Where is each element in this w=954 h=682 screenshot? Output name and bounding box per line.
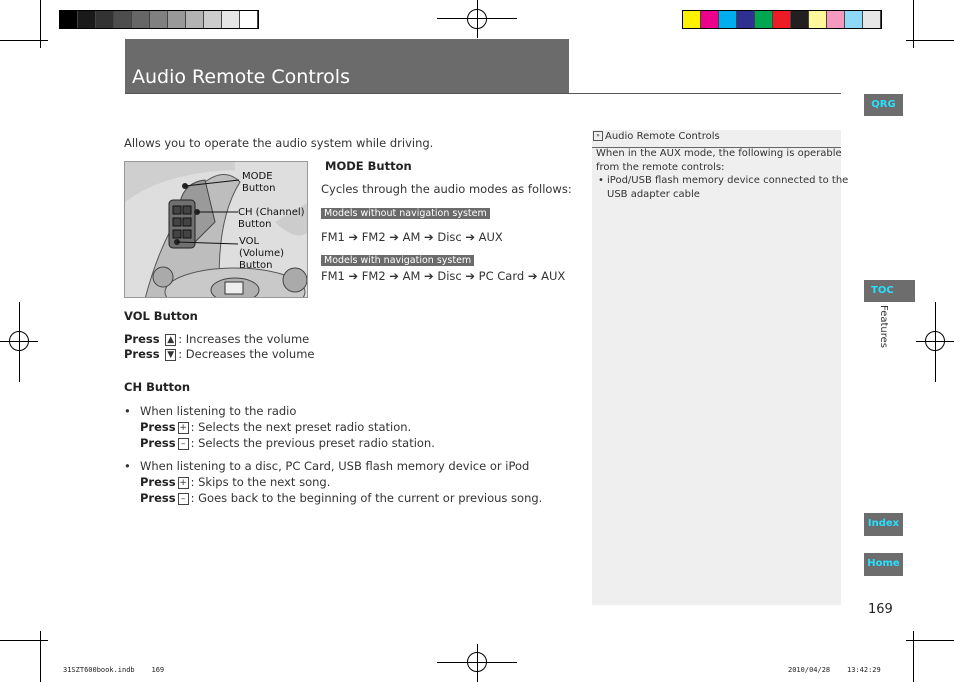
vol-down-text: : Decreases the volume (178, 347, 315, 361)
note-bullet-cont: USB adapter cable (607, 189, 700, 200)
ch-radio-minus-line (140, 436, 435, 450)
process-color-swatch (827, 11, 845, 28)
chip-with-navigation: Models with navigation system (321, 255, 474, 266)
grayscale-swatch (186, 11, 204, 28)
process-color-swatch (863, 11, 881, 28)
plus-key-icon: + (179, 477, 187, 488)
volume-up-icon: ▲ (165, 334, 176, 346)
note-bullet: • iPod/USB flash memory device connected to the (598, 175, 849, 186)
mode-sequence-nav: FM1 ➔ FM2 ➔ AM ➔ Disc ➔ PC Card ➔ AUX (321, 269, 566, 283)
ch-disc-minus-line (140, 491, 542, 505)
process-color-swatch (755, 11, 773, 28)
note-title: Audio Remote Controls (605, 131, 720, 142)
grayscale-swatch (222, 11, 240, 28)
ch-bullet-disc: • When listening to a disc, PC Card, USB flash memory device or iPod (124, 459, 530, 473)
process-color-swatch (719, 11, 737, 28)
mode-sequence-no-nav: FM1 ➔ FM2 ➔ AM ➔ Disc ➔ AUX (321, 230, 503, 244)
process-color-swatch (701, 11, 719, 28)
plus-key-icon: + (179, 422, 187, 433)
toc-tab[interactable]: TOC (864, 280, 915, 302)
chip-without-navigation: Models without navigation system (321, 208, 490, 219)
note-line-2: from the remote controls: (596, 162, 725, 173)
minus-key-icon: – (178, 493, 189, 505)
figure-label-ch: CH (Channel) Button (238, 207, 305, 230)
color-calibration-bar (682, 10, 882, 29)
figure-label-vol: VOL (Volume) Button (239, 236, 284, 271)
figure-label-mode: MODE Button (242, 171, 276, 194)
note-line-1: When in the AUX mode, the following is operable (596, 148, 842, 159)
press-label: Press (124, 332, 160, 346)
ch-disc-plus-line (140, 475, 330, 489)
vol-heading: VOL Button (124, 309, 198, 323)
process-color-swatch (683, 11, 701, 28)
ch-bullet-radio: • When listening to the radio (124, 404, 297, 418)
grayscale-swatch (96, 11, 114, 28)
ch-heading: CH Button (124, 380, 191, 394)
press-label: Press (140, 420, 176, 434)
press-label: Press (140, 436, 176, 450)
note-title-line (593, 131, 720, 142)
minus-key-icon: – (178, 438, 189, 450)
vol-up-line (124, 332, 309, 346)
ch-radio-plus-line (140, 420, 411, 434)
press-label: Press (140, 491, 176, 505)
process-color-swatch (737, 11, 755, 28)
press-label: Press (140, 475, 176, 489)
grayscale-swatch (60, 11, 78, 28)
footer-datetime: 2010/04/28 13:42:29 (788, 666, 881, 674)
vol-down-line (124, 347, 314, 361)
process-color-swatch (809, 11, 827, 28)
title-rule (125, 93, 841, 94)
home-tab[interactable]: Home (864, 553, 903, 576)
process-color-swatch (845, 11, 863, 28)
grayscale-calibration-bar (59, 10, 259, 29)
steering-wheel-illustration (124, 161, 308, 298)
grayscale-swatch (150, 11, 168, 28)
grayscale-swatch (78, 11, 96, 28)
grayscale-swatch (132, 11, 150, 28)
index-tab[interactable]: Index (864, 513, 903, 536)
press-label: Press (124, 347, 160, 361)
vol-up-text: : Increases the volume (178, 332, 310, 346)
ch-radio-plus-text: : Selects the next preset radio station. (190, 420, 412, 434)
ch-disc-plus-text: : Skips to the next song. (190, 475, 331, 489)
grayscale-swatch (204, 11, 222, 28)
process-color-swatch (773, 11, 791, 28)
grayscale-swatch (240, 11, 258, 28)
note-icon: » (593, 131, 603, 141)
qrg-tab[interactable]: QRG (864, 94, 903, 116)
intro-text: Allows you to operate the audio system while driving. (124, 136, 434, 150)
ch-disc-minus-text: : Goes back to the beginning of the current or previous song. (190, 491, 543, 505)
section-label: Features (878, 305, 889, 348)
ch-radio-minus-text: : Selects the previous preset radio station. (190, 436, 435, 450)
note-panel (592, 130, 841, 605)
mode-heading: MODE Button (325, 159, 412, 173)
footer-file: 31SZT600book.indb 169 (63, 666, 165, 674)
grayscale-swatch (168, 11, 186, 28)
page-number: 169 (868, 602, 893, 617)
process-color-swatch (791, 11, 809, 28)
mode-description: Cycles through the audio modes as follows: (321, 182, 572, 196)
grayscale-swatch (114, 11, 132, 28)
volume-down-icon: ▼ (165, 349, 176, 361)
page-title: Audio Remote Controls (132, 66, 350, 88)
